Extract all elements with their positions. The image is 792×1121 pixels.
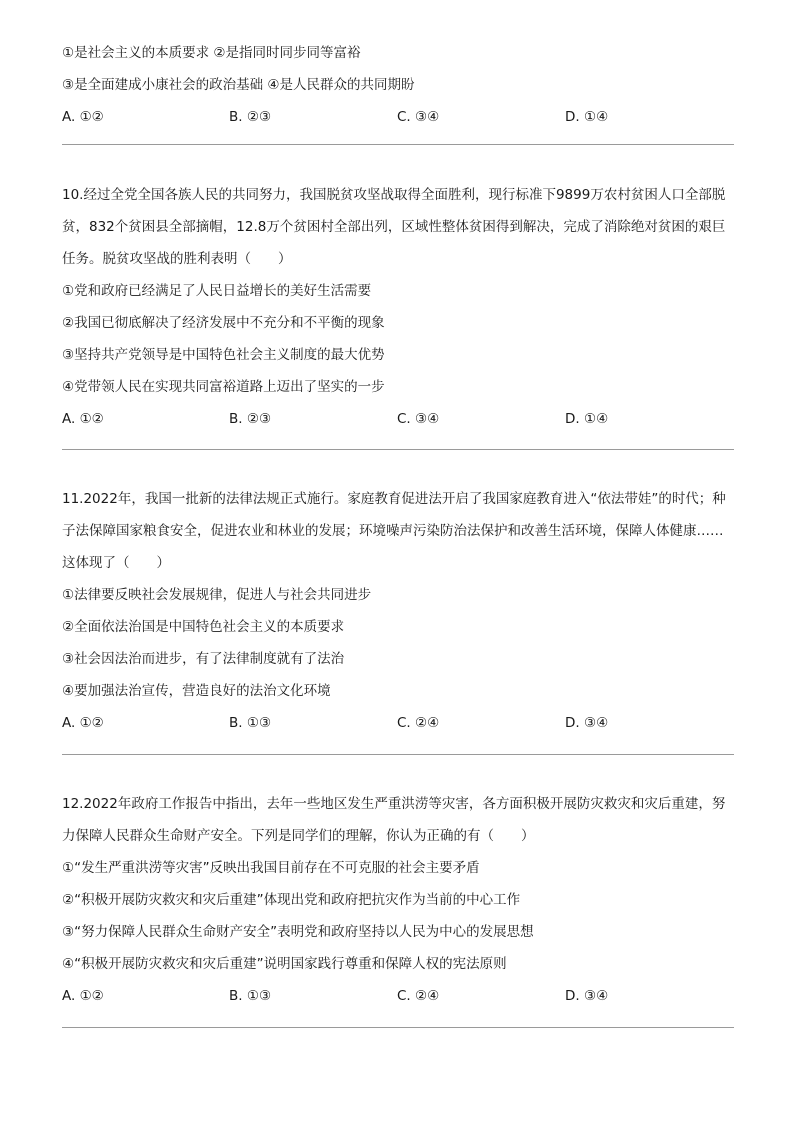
option-c[interactable]: C. ②④	[397, 988, 440, 1004]
statement-line: ④“积极开展防灾救灾和灾后重建”说明国家践行尊重和保障人权的宪法原则	[62, 956, 507, 972]
option-d[interactable]: D. ①④	[565, 411, 609, 427]
statement-line: ①“发生严重洪涝等灾害”反映出我国目前存在不可克服的社会主要矛盾	[62, 860, 480, 876]
answer-options	[62, 101, 734, 133]
statement-line: ③社会因法治而进步，有了法律制度就有了法治	[62, 651, 345, 667]
statement-line: ②我国已彻底解决了经济发展中不充分和不平衡的现象	[62, 315, 385, 331]
question-12	[62, 788, 734, 1012]
divider	[62, 1027, 734, 1028]
question-11	[62, 483, 734, 739]
option-b[interactable]: B. ①③	[229, 715, 272, 731]
question-stem: 11.2022年，我国一批新的法律法规正式施行。家庭教育促进法开启了我国家庭教育进入“依法带娃”的时代；种子法保障国家粮食安全，促进农业和林业的发展；环境噪声污染防治法保护和改善生活环境，保障人体健康……这体现了（ ）	[62, 491, 726, 571]
option-c[interactable]: C. ③④	[397, 109, 440, 125]
answer-options	[62, 707, 734, 739]
option-a[interactable]: A. ①②	[62, 988, 104, 1004]
statement-line: ③是全面建成小康社会的政治基础 ④是人民群众的共同期盼	[62, 77, 415, 93]
statement-line: ②“积极开展防灾救灾和灾后重建”体现出党和政府把抗灾作为当前的中心工作	[62, 892, 521, 908]
divider	[62, 449, 734, 450]
answer-options	[62, 403, 734, 435]
option-b[interactable]: B. ②③	[229, 411, 272, 427]
option-a[interactable]: A. ①②	[62, 109, 104, 125]
statement-line: ②全面依法治国是中国特色社会主义的本质要求	[62, 619, 345, 635]
question-stem: 10.经过全党全国各族人民的共同努力，我国脱贫攻坚战取得全面胜利，现行标准下9899万农村贫困人口全部脱贫，832个贫困县全部摘帽，12.8万个贫困村全部出列，区域性整体贫困得到解决，完成了消除绝对贫困的艰巨任务。脱贫攻坚战的胜利表明（ ）	[62, 187, 726, 267]
option-c[interactable]: C. ③④	[397, 411, 440, 427]
question-9	[62, 37, 734, 133]
divider	[62, 144, 734, 145]
statement-line: ①法律要反映社会发展规律，促进人与社会共同进步	[62, 587, 372, 603]
answer-options	[62, 980, 734, 1012]
statement-line: ④党带领人民在实现共同富裕道路上迈出了坚实的一步	[62, 379, 385, 395]
option-a[interactable]: A. ①②	[62, 411, 104, 427]
question-stem: 12.2022年政府工作报告中指出，去年一些地区发生严重洪涝等灾害，各方面积极开展防灾救灾和灾后重建，努力保障人民群众生命财产安全。下列是同学们的理解，你认为正确的有（ ）	[62, 796, 726, 844]
option-b[interactable]: B. ②③	[229, 109, 272, 125]
statement-line: ①是社会主义的本质要求 ②是指同时同步同等富裕	[62, 45, 361, 61]
statement-line: ③坚持共产党领导是中国特色社会主义制度的最大优势	[62, 347, 385, 363]
option-d[interactable]: D. ③④	[565, 715, 609, 731]
divider	[62, 754, 734, 755]
option-d[interactable]: D. ①④	[565, 109, 609, 125]
option-a[interactable]: A. ①②	[62, 715, 104, 731]
option-c[interactable]: C. ②④	[397, 715, 440, 731]
statement-line: ④要加强法治宣传，营造良好的法治文化环境	[62, 683, 331, 699]
statement-line: ③“努力保障人民群众生命财产安全”表明党和政府坚持以人民为中心的发展思想	[62, 924, 534, 940]
statement-line: ①党和政府已经满足了人民日益增长的美好生活需要	[62, 283, 372, 299]
option-b[interactable]: B. ①③	[229, 988, 272, 1004]
question-10	[62, 179, 734, 435]
option-d[interactable]: D. ③④	[565, 988, 609, 1004]
